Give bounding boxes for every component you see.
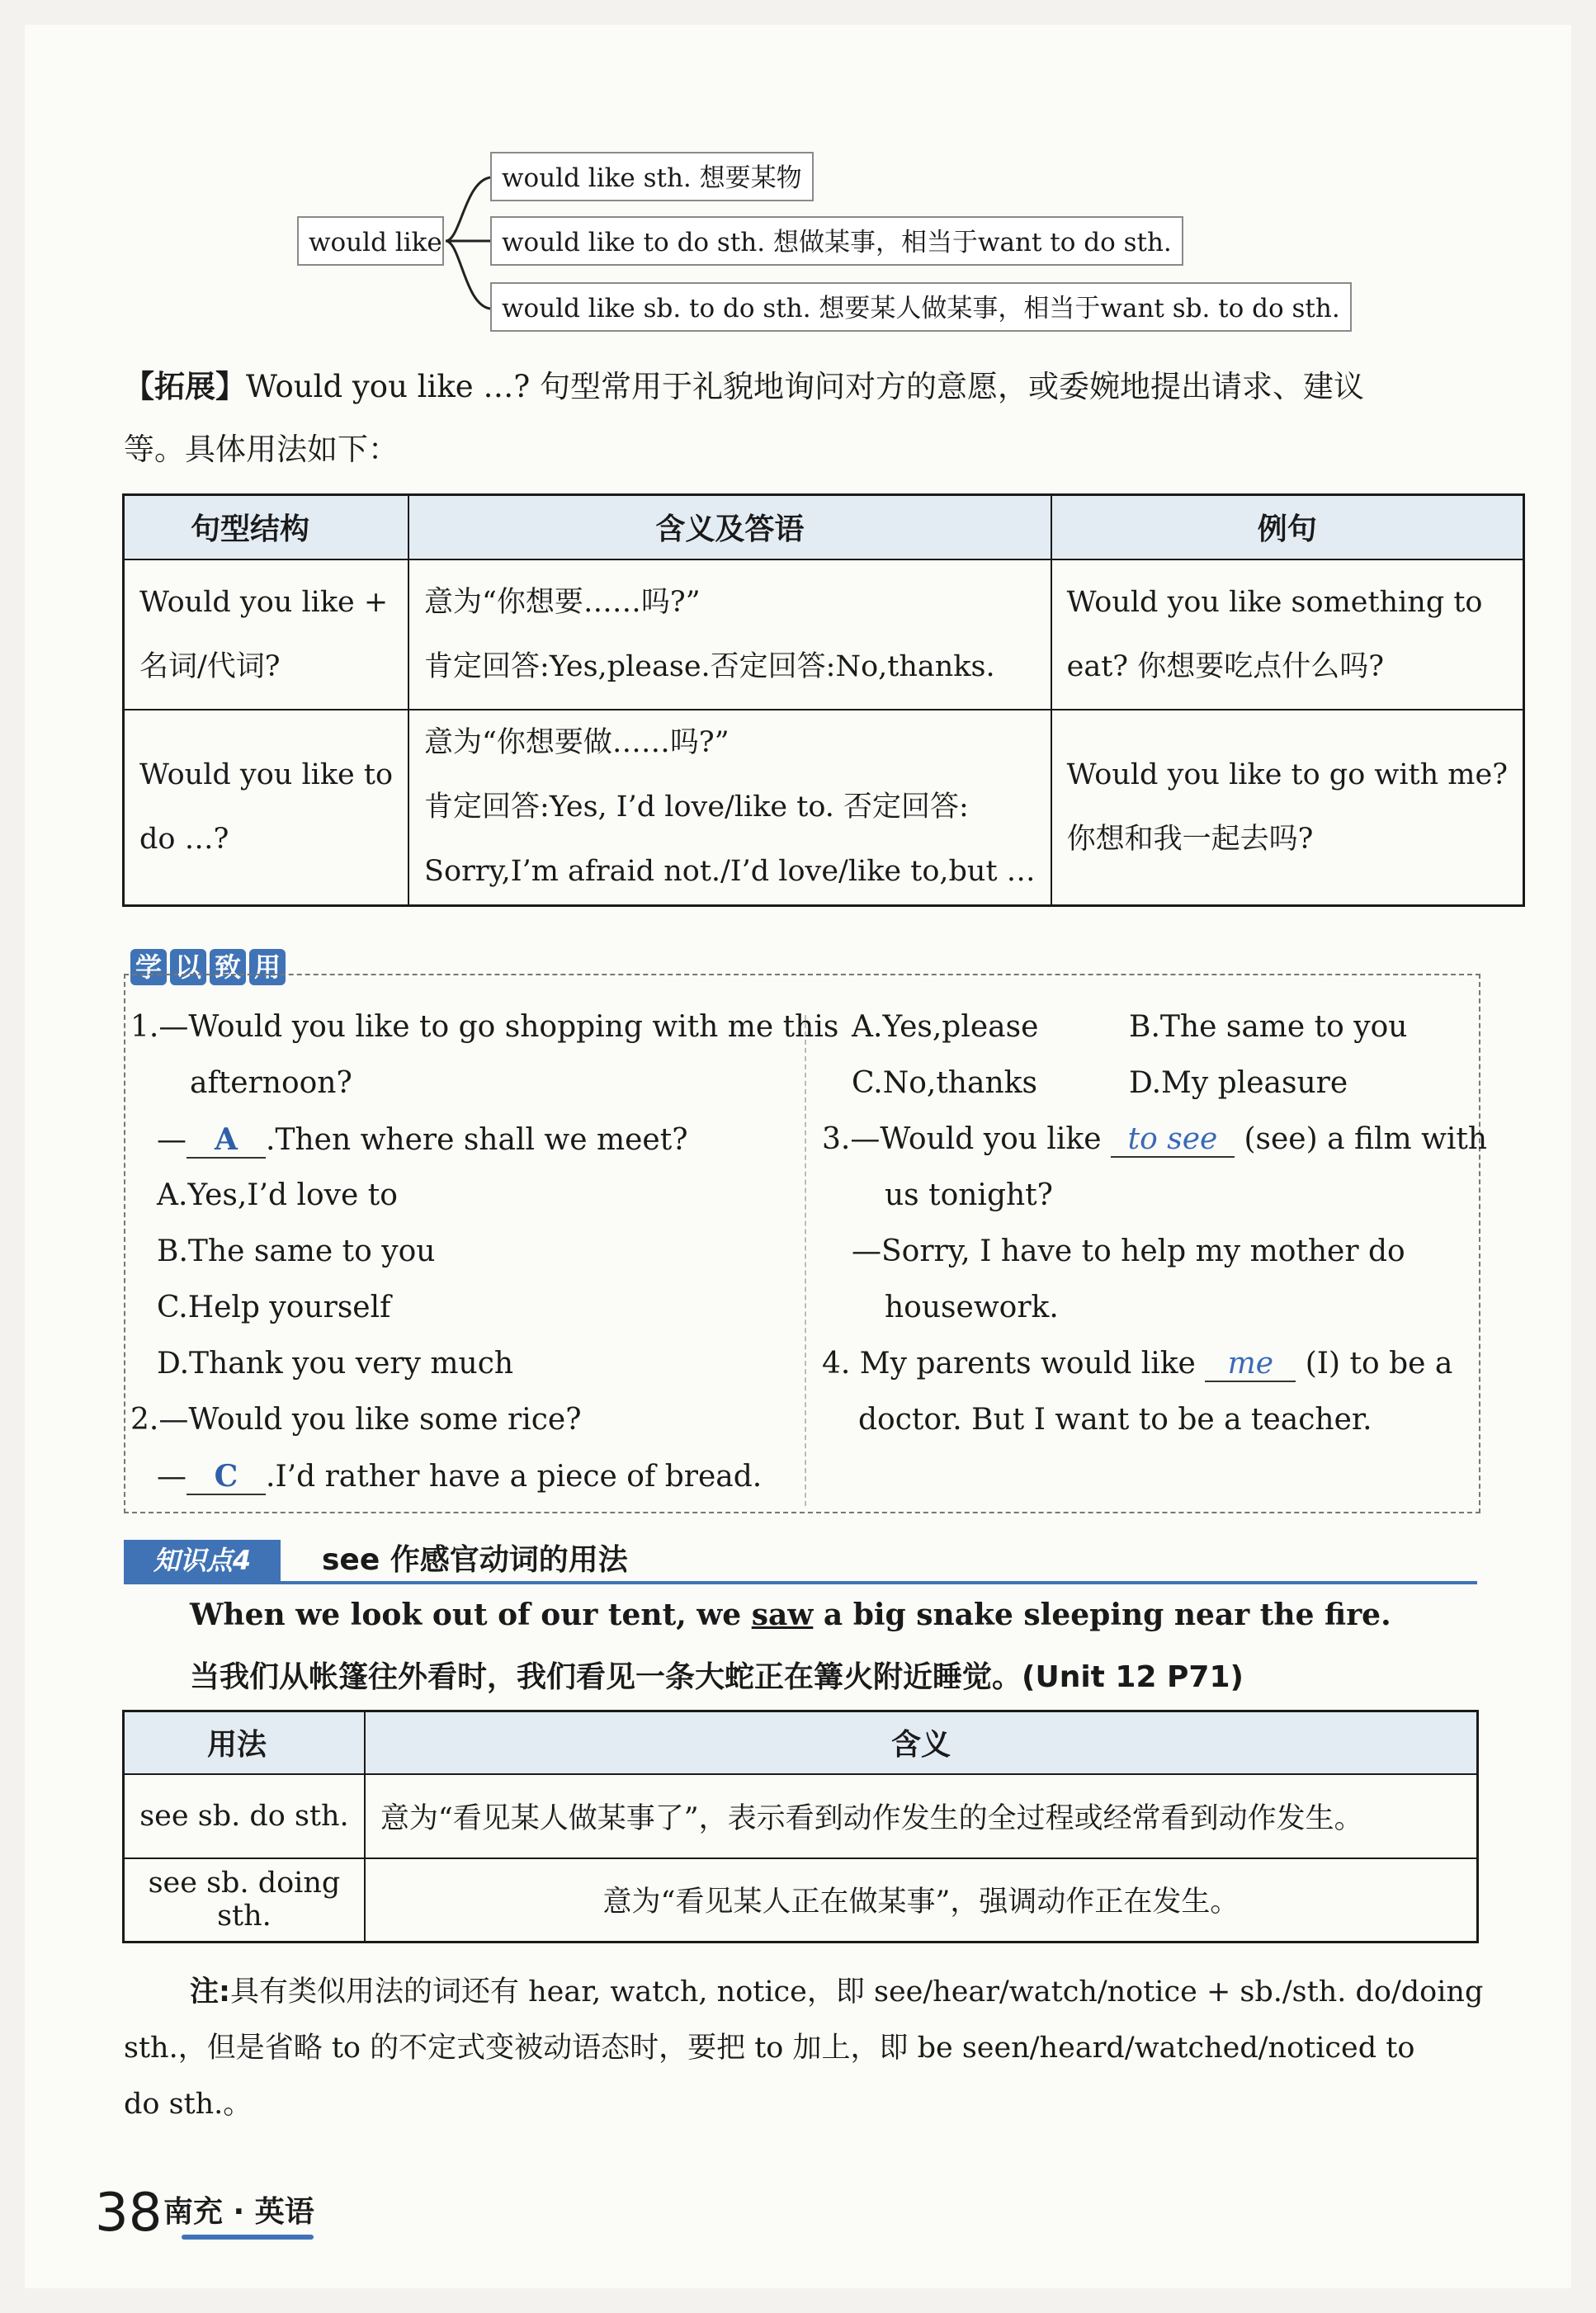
table-row	[124, 710, 1524, 906]
cell-text: Would you like to	[139, 758, 394, 792]
cell-text: 你想和我一起去吗?	[1066, 823, 1314, 857]
example-cn-text: 当我们从帐篷往外看时，我们看见一条大蛇正在篝火附近睡觉。	[190, 1660, 1022, 1694]
table1-header-structure: 句型结构	[124, 495, 409, 559]
cell-text: Would you like +	[139, 585, 389, 619]
q2-answer-line	[157, 1459, 762, 1495]
see-usage-table	[122, 1710, 1479, 1943]
badge-char: 用	[249, 949, 286, 985]
dash: —	[157, 1460, 187, 1494]
q2-stem: 2.—Would you like some rice?	[130, 1403, 582, 1437]
table1-header-example: 例句	[1051, 495, 1524, 559]
table2-row2-meaning: 意为“看见某人正在做某事”，强调动作正在发生。	[365, 1858, 1478, 1942]
table2-header-usage: 用法	[124, 1711, 365, 1774]
table2-header-meaning: 含义	[365, 1711, 1478, 1774]
example-pre: When we look out of our tent, we	[190, 1598, 752, 1632]
q2-option-a: A.Yes,please	[852, 1010, 1039, 1044]
cell-text: 名词/代词?	[139, 649, 281, 683]
knowledge-point-title: see 作感官动词的用法	[322, 1543, 628, 1577]
cell-text: 意为“你想要……吗?”	[424, 585, 701, 619]
knowledge-point-tag: 知识点4	[124, 1540, 281, 1581]
q2-option-d: D.My pleasure	[1129, 1066, 1348, 1100]
expansion-line-1	[124, 361, 1364, 406]
exercise-divider	[805, 1015, 806, 1506]
q1-option-c: C.Help yourself	[157, 1291, 391, 1324]
q4-answer-blank[interactable]: me	[1205, 1347, 1296, 1382]
mindmap-branch-2: would like to do sth. 想做某事，相当于want to do sth.	[490, 216, 1183, 266]
table2-row2-usage: see sb. doing sth.	[124, 1858, 365, 1942]
would-like-usage-table	[122, 493, 1525, 907]
expansion-line-2: 等。具体用法如下：	[124, 432, 399, 467]
dash: —	[157, 1123, 187, 1157]
note-line-2: sth.，但是省略 to 的不定式变被动语态时，要把 to 加上，即 be seen/heard/watched/noticed to	[124, 2032, 1415, 2065]
q1-option-a: A.Yes,I’d love to	[157, 1178, 398, 1212]
q2-answer-blank[interactable]: C	[187, 1459, 266, 1495]
cell-text: Would you like something to	[1066, 585, 1483, 619]
q1-option-d: D.Thank you very much	[157, 1347, 514, 1381]
connector-top	[446, 177, 490, 241]
q1-answer-blank[interactable]: A	[187, 1122, 266, 1159]
note-label: 注:	[190, 1975, 230, 2009]
table-row	[124, 1774, 1478, 1858]
cell-text: eat? 你想要吃点什么吗?	[1066, 649, 1384, 683]
q3-post: (see) a film with	[1244, 1122, 1488, 1156]
q4-pre: 4. My parents would like	[822, 1347, 1196, 1381]
table2-row1-meaning: 意为“看见某人做某事了”，表示看到动作发生的全过程或经常看到动作发生。	[365, 1774, 1478, 1858]
knowledge-example-cn	[190, 1654, 1244, 1696]
mindmap-connectors	[444, 165, 493, 338]
connector-bottom	[446, 241, 490, 309]
table-row	[124, 559, 1524, 710]
q3-pre: 3.—Would you like	[822, 1122, 1102, 1156]
expansion-text-1: Would you like …? 句型常用于礼貌地询问对方的意愿，或委婉地提出请求、建议	[246, 369, 1365, 404]
table1-row1-example	[1051, 559, 1524, 710]
table1-row1-structure	[124, 559, 409, 710]
knowledge-point-rule	[124, 1581, 1477, 1584]
table-row	[124, 1858, 1478, 1942]
book-title: 南充 · 英语	[163, 2195, 314, 2229]
table1-row2-meaning	[408, 710, 1051, 906]
q1-stem-2: afternoon?	[190, 1066, 352, 1100]
table1-header-meaning: 含义及答语	[408, 495, 1051, 559]
q3-line-1	[822, 1122, 1487, 1158]
note-line-3: do sth.。	[124, 2088, 253, 2121]
page-number: 38	[95, 2183, 163, 2244]
q1-option-b: B.The same to you	[157, 1234, 436, 1268]
mindmap-root: would like	[297, 216, 444, 266]
q2-after: .I’d rather have a piece of bread.	[266, 1460, 763, 1494]
table1-row1-meaning	[408, 559, 1051, 710]
cell-text: do …?	[139, 823, 229, 857]
q1-answer-line	[157, 1122, 688, 1159]
example-source: (Unit 12 P71)	[1022, 1660, 1244, 1694]
q4-post: (I) to be a	[1305, 1347, 1453, 1381]
q1-stem-1: 1.—Would you like to go shopping with me this	[130, 1010, 839, 1044]
cell-text: 意为“你想要做……吗?”	[424, 726, 730, 760]
q2-option-b: B.The same to you	[1129, 1010, 1408, 1044]
cell-text: Sorry,I’m afraid not./I’d love/like to,but …	[424, 855, 1036, 889]
note-line-1	[190, 1969, 1483, 2010]
table1-row2-structure	[124, 710, 409, 906]
example-keyword: saw	[751, 1598, 814, 1632]
badge-char: 以	[170, 949, 206, 985]
cell-text: Would you like to go with me?	[1066, 758, 1508, 792]
cell-text: 肯定回答:Yes,please.否定回答:No,thanks.	[424, 649, 995, 683]
q2-option-c: C.No,thanks	[852, 1066, 1037, 1100]
example-post: a big snake sleeping near the fire.	[813, 1598, 1391, 1632]
mindmap-branch-1: would like sth. 想要某物	[490, 152, 814, 201]
table2-row1-usage: see sb. do sth.	[124, 1774, 365, 1858]
badge-char: 学	[130, 949, 167, 985]
cell-text: 肯定回答:Yes, I’d love/like to. 否定回答:	[424, 791, 969, 824]
footer-accent-bar	[182, 2235, 314, 2240]
q3-answer-blank[interactable]: to see	[1111, 1122, 1235, 1158]
q4-line-2: doctor. But I want to be a teacher.	[858, 1403, 1372, 1437]
q3-line-3: —Sorry, I have to help my mother do	[852, 1234, 1405, 1268]
expansion-label: 【拓展】	[124, 369, 246, 404]
note-text-1: 具有类似用法的词还有 hear, watch, notice，即 see/hear/watch/notice + sb./sth. do/doing	[230, 1975, 1484, 2009]
q4-line-1	[822, 1347, 1452, 1382]
q3-line-4: housework.	[885, 1291, 1059, 1324]
mindmap-branch-3: would like sb. to do sth. 想要某人做某事，相当于want sb. to do sth.	[490, 282, 1352, 332]
badge-char: 致	[210, 949, 246, 985]
q1-after: .Then where shall we meet?	[266, 1123, 688, 1157]
table1-row2-example	[1051, 710, 1524, 906]
knowledge-example-en	[190, 1598, 1391, 1632]
q3-line-2: us tonight?	[885, 1178, 1053, 1212]
